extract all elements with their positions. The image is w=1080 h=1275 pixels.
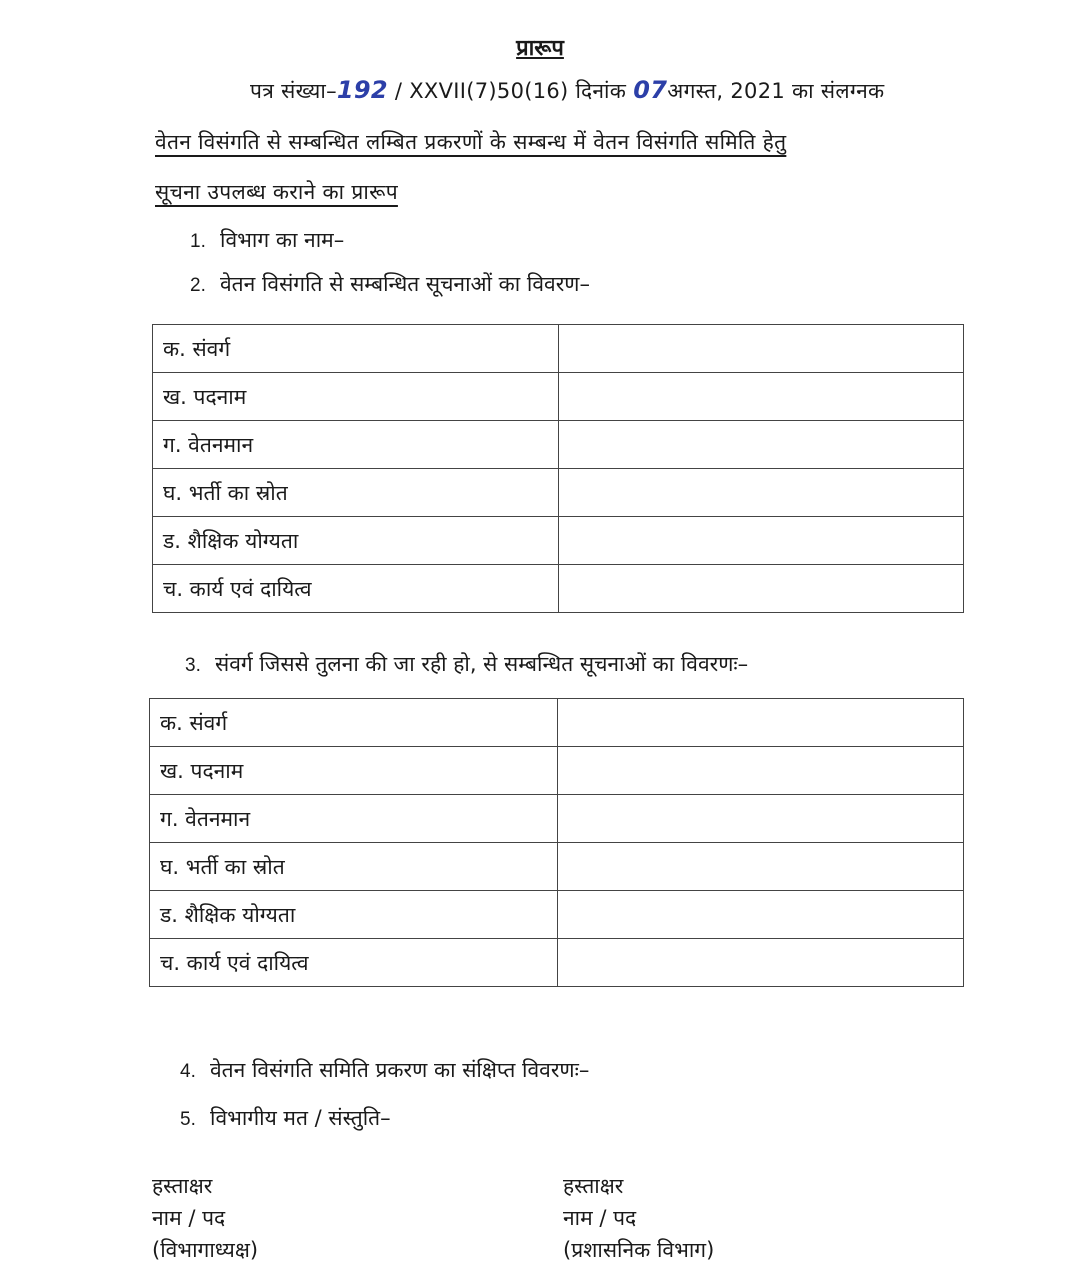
table-row [150, 843, 964, 891]
row-value-field[interactable] [557, 939, 963, 987]
item-number: 1. [190, 231, 206, 252]
row-value-field[interactable] [557, 843, 963, 891]
item-number: 2. [190, 275, 206, 296]
table-row [153, 325, 964, 373]
list-item-5 [180, 1104, 391, 1132]
item-text: विभाग का नाम– [220, 228, 345, 252]
table-row [150, 795, 964, 843]
row-label: ग. वेतनमान [150, 795, 558, 843]
item-number: 3. [185, 655, 201, 676]
handwritten-letter-number: 192 [336, 76, 388, 104]
row-value-field[interactable] [558, 517, 963, 565]
list-item-4 [180, 1056, 589, 1084]
item-text: वेतन विसंगति से सम्बन्धित सूचनाओं का विवरण– [220, 272, 590, 296]
row-label: क. संवर्ग [150, 699, 558, 747]
row-value-field[interactable] [557, 891, 963, 939]
row-label: घ. भर्ती का स्रोत [153, 469, 559, 517]
item-number: 4. [180, 1061, 196, 1082]
table-row [150, 891, 964, 939]
comparison-cadre-details-table [149, 698, 964, 987]
row-label: क. संवर्ग [153, 325, 559, 373]
table-row [153, 469, 964, 517]
row-value-field[interactable] [558, 565, 963, 613]
row-value-field[interactable] [557, 699, 963, 747]
row-value-field[interactable] [557, 747, 963, 795]
table-row [153, 373, 964, 421]
letter-reference: / XXVII(7)50(16) दिनांक [394, 79, 627, 103]
table-row [150, 939, 964, 987]
row-label: ख. पदनाम [153, 373, 559, 421]
row-value-field[interactable] [558, 325, 963, 373]
intro-line-3: सूचना उपलब्ध कराने का प्रारूप [155, 180, 398, 204]
signature-label: हस्ताक्षर [563, 1174, 624, 1198]
row-value-field[interactable] [558, 469, 963, 517]
row-label: ड. शैक्षिक योग्यता [153, 517, 559, 565]
item-text: वेतन विसंगति समिति प्रकरण का संक्षिप्त विवरणः– [210, 1058, 590, 1082]
table-row [150, 747, 964, 795]
intro-line-2: वेतन विसंगति से सम्बन्धित लम्बित प्रकरणों के सम्बन्ध में वेतन विसंगति समिति हेतु [155, 130, 787, 154]
row-value-field[interactable] [558, 421, 963, 469]
pay-anomaly-details-table [152, 324, 964, 613]
intro-line-1 [250, 76, 884, 105]
date-suffix: अगस्त, 2021 का संलग्नक [667, 79, 885, 103]
form-title-text: प्रारूप [516, 36, 564, 61]
signature-block-department-head [152, 1170, 258, 1266]
signature-label: हस्ताक्षर [152, 1174, 213, 1198]
row-value-field[interactable] [558, 373, 963, 421]
role-label: (विभागाध्यक्ष) [152, 1238, 259, 1262]
row-value-field[interactable] [557, 795, 963, 843]
row-label: ख. पदनाम [150, 747, 558, 795]
form-title [0, 32, 1080, 62]
row-label: च. कार्य एवं दायित्व [153, 565, 559, 613]
table-row [153, 517, 964, 565]
role-label: (प्रशासनिक विभाग) [563, 1238, 715, 1262]
table-row [153, 421, 964, 469]
row-label: ग. वेतनमान [153, 421, 559, 469]
table-row [153, 565, 964, 613]
handwritten-date: 07 [633, 76, 668, 104]
name-designation-label: नाम / पद [563, 1206, 637, 1230]
list-item-3 [185, 650, 748, 678]
item-text: विभागीय मत / संस्तुति– [210, 1106, 391, 1130]
row-label: घ. भर्ती का स्रोत [150, 843, 558, 891]
list-item-1 [190, 226, 344, 254]
item-text: संवर्ग जिससे तुलना की जा रही हो, से सम्बन्धित सूचनाओं का विवरणः– [215, 652, 749, 676]
row-label: ड. शैक्षिक योग्यता [150, 891, 558, 939]
letter-number-label: पत्र संख्या– [250, 79, 337, 103]
item-number: 5. [180, 1109, 196, 1130]
signature-block-administrative-dept [563, 1170, 714, 1266]
row-label: च. कार्य एवं दायित्व [150, 939, 558, 987]
table-row [150, 699, 964, 747]
name-designation-label: नाम / पद [152, 1206, 226, 1230]
list-item-2 [190, 270, 590, 298]
